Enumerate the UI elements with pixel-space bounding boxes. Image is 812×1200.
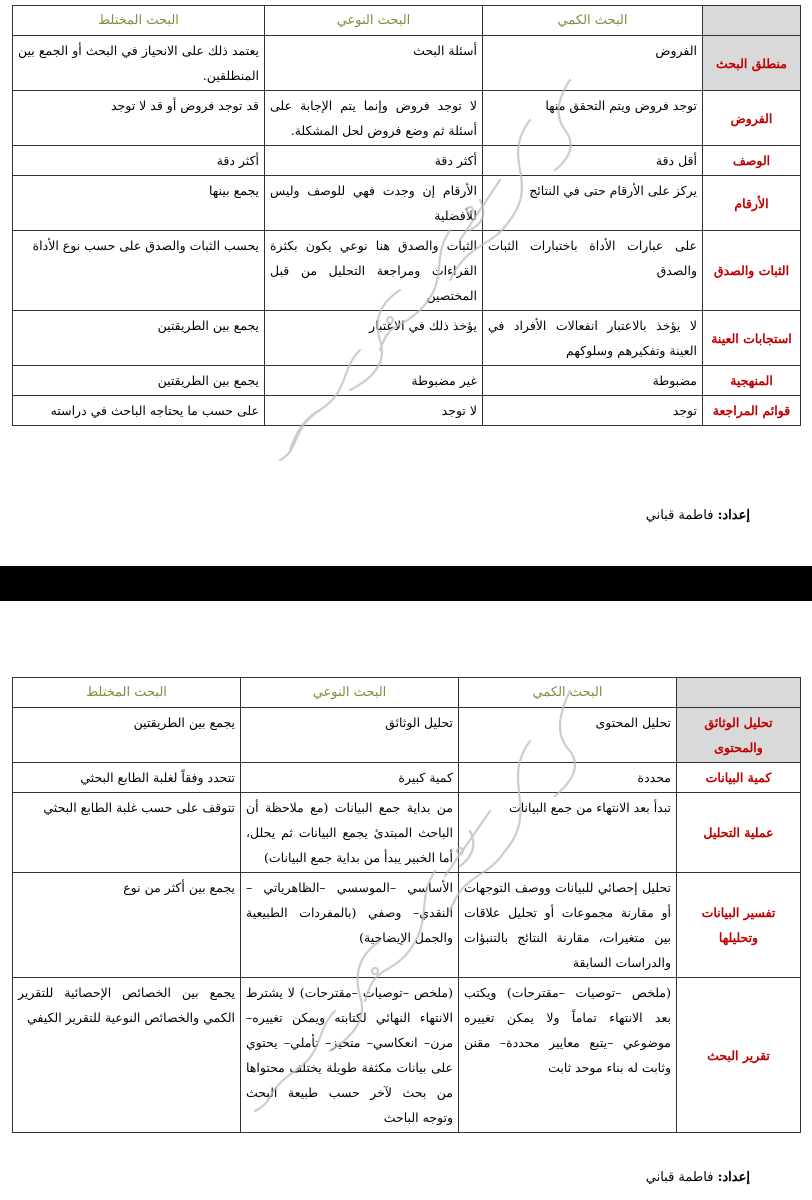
cell-mixed: يجمع بين الخصائص الإحصائية للتقرير الكمي والخصائص النوعية للتقرير الكيفي (13, 978, 241, 1133)
comparison-table-2 (12, 677, 801, 1133)
cell-qualitative: أكثر دقة (265, 146, 483, 176)
cell-mixed: يجمع بين الطريقتين (13, 311, 265, 366)
prepared-by (646, 1170, 750, 1185)
cell-quantitative: الفروض (483, 36, 703, 91)
cell-quantitative: أقل دقة (483, 146, 703, 176)
page-2 (0, 601, 812, 1200)
row-label: المنهجية (703, 366, 801, 396)
cell-qualitative: كمية كبيرة (241, 763, 459, 793)
header-row (13, 678, 801, 708)
prepared-by-name: فاطمة قباني (645, 508, 714, 523)
header-row (13, 6, 801, 36)
corner-cell (677, 678, 801, 708)
cell-qualitative: الأساسي –الموسسي –الظاهرياتي – النقدي– وصفي (بالمفردات الطبيعية والجمل الإيضاحية) (241, 873, 459, 978)
table-row (13, 873, 801, 978)
cell-qualitative: أسئلة البحث (265, 36, 483, 91)
cell-qualitative: لا توجد فروض وإنما يتم الإجابة على أسئلة ثم وضع فروض لحل المشكلة. (265, 91, 483, 146)
cell-quantitative: تحليل المحتوى (459, 708, 677, 763)
header-mixed: البحث المختلط (13, 678, 241, 708)
row-label: عملية التحليل (677, 793, 801, 873)
cell-quantitative: تحليل إحصائي للبيانات ووصف التوجهات أو مقارنة مجموعات أو تحليل علاقات بين متغيرات، مقارنة النتائج بالتنبؤات والدراسات السابقة (459, 873, 677, 978)
cell-mixed: يعتمد ذلك على الانحياز في البحث أو الجمع بين المنطلقين. (13, 36, 265, 91)
cell-quantitative: لا يؤخذ بالاعتبار انفعالات الأفراد في العينة وتفكيرهم وسلوكهم (483, 311, 703, 366)
cell-qualitative: الثبات والصدق هنا نوعي يكون بكثرة القراءات ومراجعة التحليل من قبل المختصين (265, 231, 483, 311)
cell-mixed: يجمع بينها (13, 176, 265, 231)
cell-mixed: تتحدد وفقاً لغلبة الطابع البحثي (13, 763, 241, 793)
table-row (13, 231, 801, 311)
cell-qualitative: من بداية جمع البيانات (مع ملاحظة أن الباحث المبتدئ يجمع البيانات ثم يحلل، أما الخبير يبدأ من بداية جمع البيانات) (241, 793, 459, 873)
row-label: منطلق البحث (703, 36, 801, 91)
cell-qualitative: تحليل الوثائق (241, 708, 459, 763)
header-quantitative: البحث الكمي (483, 6, 703, 36)
table-row (13, 36, 801, 91)
cell-qualitative: غير مضبوطة (265, 366, 483, 396)
header-mixed: البحث المختلط (13, 6, 265, 36)
corner-cell (703, 6, 801, 36)
page-separator (0, 566, 812, 601)
row-label: الوصف (703, 146, 801, 176)
table-row (13, 366, 801, 396)
cell-mixed: يجمع بين الطريقتين (13, 708, 241, 763)
cell-quantitative: مضبوطة (483, 366, 703, 396)
cell-mixed: على حسب ما يحتاجه الباحث في دراسته (13, 396, 265, 426)
table-row (13, 396, 801, 426)
header-quantitative: البحث الكمي (459, 678, 677, 708)
row-label: تفسير البيانات وتحليلها (677, 873, 801, 978)
table-row (13, 793, 801, 873)
cell-quantitative: (ملخص –توصيات –مقترحات) ويكتب بعد الانتهاء تماماً ولا يمكن تغييره موضوعي –يتبع معايير محددة– مقنن وثابت له بناء موحد ثابت (459, 978, 677, 1133)
cell-qualitative: لا توجد (265, 396, 483, 426)
table-row (13, 978, 801, 1133)
table-row (13, 763, 801, 793)
row-label: الأرقام (703, 176, 801, 231)
prepared-by (646, 508, 750, 523)
cell-mixed: يحسب الثبات والصدق على حسب نوع الأداة (13, 231, 265, 311)
row-label: الفروض (703, 91, 801, 146)
cell-quantitative: يركز على الأرقام حتى في النتائج (483, 176, 703, 231)
row-label: تحليل الوثائق والمحتوى (677, 708, 801, 763)
table-row (13, 311, 801, 366)
table-row (13, 176, 801, 231)
header-qualitative: البحث النوعي (241, 678, 459, 708)
row-label: كمية البيانات (677, 763, 801, 793)
cell-qualitative: يؤخذ ذلك في الاعتبار (265, 311, 483, 366)
prepared-by-label: إعداد: (717, 508, 750, 523)
cell-mixed: تتوقف على حسب غلبة الطابع البحثي (13, 793, 241, 873)
cell-quantitative: توجد (483, 396, 703, 426)
row-label: تقرير البحث (677, 978, 801, 1133)
comparison-table-1 (12, 5, 801, 426)
cell-quantitative: على عبارات الأداة باختبارات الثبات والصدق (483, 231, 703, 311)
table-row (13, 708, 801, 763)
row-label: استجابات العينة (703, 311, 801, 366)
cell-mixed: قد توجد فروض أو قد لا توجد (13, 91, 265, 146)
cell-qualitative: الأرقام إن وجدت فهي للوصف وليس للأفضلية (265, 176, 483, 231)
cell-qualitative: (ملخص –توصيات –مقترحات) لا يشترط الانتهاء النهائي لكتابته ويمكن تغييره– مرن– انعكاسي– متحيز– تأملي– يحتوي على بيانات مكثفة طويلة يختلف محتواها من بحث لآخر حسب طبيعة البحث وتوجه الباحث (241, 978, 459, 1133)
table-row (13, 146, 801, 176)
prepared-by-label: إعداد: (717, 1170, 750, 1185)
cell-mixed: أكثر دقة (13, 146, 265, 176)
page-1 (0, 0, 812, 566)
cell-quantitative: محددة (459, 763, 677, 793)
cell-mixed: يجمع بين الطريقتين (13, 366, 265, 396)
cell-mixed: يجمع بين أكثر من نوع (13, 873, 241, 978)
row-label: الثبات والصدق (703, 231, 801, 311)
cell-quantitative: تبدأ بعد الانتهاء من جمع البيانات (459, 793, 677, 873)
row-label: قوائم المراجعة (703, 396, 801, 426)
header-qualitative: البحث النوعي (265, 6, 483, 36)
table-row (13, 91, 801, 146)
prepared-by-name: فاطمة قباني (645, 1170, 714, 1185)
cell-quantitative: توجد فروض ويتم التحقق منها (483, 91, 703, 146)
